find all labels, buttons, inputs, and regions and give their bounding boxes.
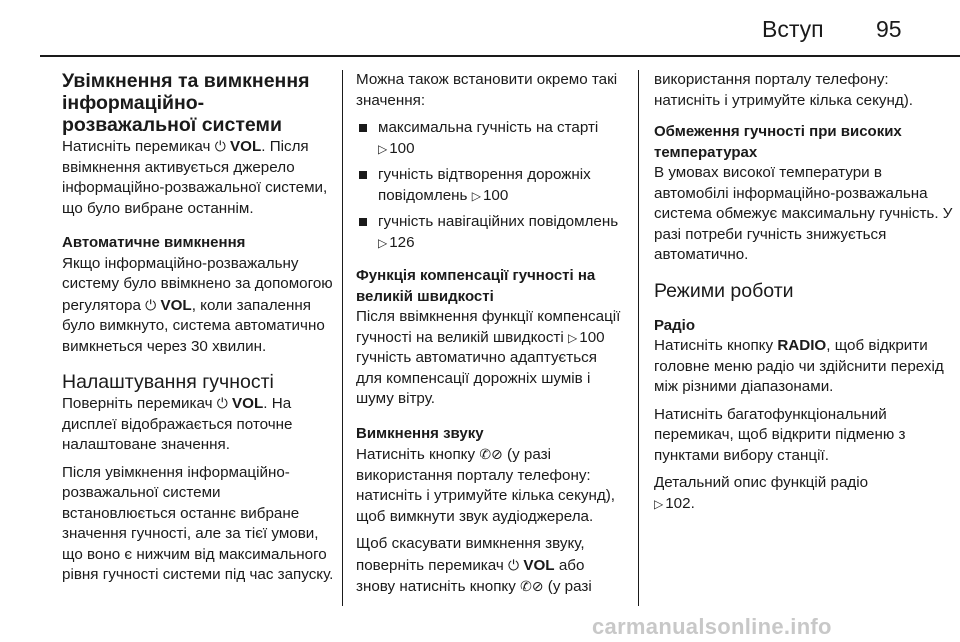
text: максимальна гучність на старті [378,119,599,136]
watermark: carmanualsonline.info [592,614,832,639]
unmute-paragraph [356,534,622,598]
radio-heading: Радіо [654,316,696,334]
text: , щоб відкрити головне меню радіо чи здійснити перехід між різними діапазонами. [654,337,944,395]
phone-mute-icon: ✆⊘ [479,446,503,462]
auto-off-heading: Автоматичне вимкнення [62,234,246,251]
column-divider [342,70,343,606]
modes-heading: Режими роботи [654,279,794,302]
text: . На дисплеї відображається поточне налаштоване значення. [62,395,293,453]
text: Після ввімкнення функції компенсації гучності на великій швидкості [356,308,621,346]
text: Натисніть кнопку [356,446,476,463]
text: Детальний опис функцій радіо [654,474,869,491]
page-reference: 102. [665,494,695,512]
temp-limit-paragraph: В умовах високої температури в автомобілі інформаційно-розважальна система обмежує максимальну гучність. У разі потреби гучність знижується автоматично. [654,164,953,263]
page-reference: 100 [579,328,605,346]
page-reference-triangle-icon: ▷ [378,141,388,156]
column-divider [638,70,639,606]
text: Натисніть перемикач [62,138,211,155]
page-section-title: Вступ [762,16,824,42]
power-knob-icon: ⏻ [216,395,228,411]
list-item [356,165,622,206]
page-reference-triangle-icon: ▷ [378,235,388,250]
text: гучність автоматично адаптується для компенсації дорожніх шумів і шуму вітру. [356,349,597,407]
mute-heading: Вимкнення звуку [356,424,484,442]
header-rule [40,55,960,57]
page-reference-triangle-icon: ▷ [654,496,664,511]
text: гучність навігаційних повідомлень [378,213,619,230]
text: Натисніть кнопку [654,337,774,354]
power-heading: Увімкнення та вимкнення інформаційно-розважальної системи [62,70,310,136]
page-number: 95 [876,16,902,42]
volume-paragraph [62,393,334,456]
radio-paragraph-3 [654,473,954,514]
text: або знову натисніть кнопку [356,556,585,595]
page-reference: 100 [389,139,415,157]
column-3 [654,70,954,514]
text: гучність відтворення дорожніх повідомлень [378,166,591,204]
power-knob-icon: ⏻ [214,138,226,154]
temp-limit-heading: Обмеження гучності при високих температурах [654,123,902,161]
power-knob-icon: ⏻ [145,296,157,313]
speed-comp-paragraph [356,307,622,410]
text: Поверніть перемикач [62,395,213,412]
radio-button-label: RADIO [777,337,827,354]
settings-intro: Можна також встановити окремо такі значення: [356,71,618,109]
power-paragraph [62,136,334,219]
vol-label: VOL [523,556,555,574]
column-2 [356,70,622,598]
volume-heading: Налаштування гучності [62,371,274,393]
settings-list [356,118,622,253]
text: , коли запалення було вимкнуто, система автоматично вимкнеться через 30 хвилин. [62,296,325,355]
text: (у разі використання порталу телефону: натисніть і утримуйте кілька секунд), щоб вимкнути звук аудіоджерела. [356,446,616,525]
vol-label: VOL [160,296,192,314]
vol-label: VOL [230,138,262,155]
text: Щоб скасувати вимкнення звуку, поверніть перемикач [356,535,585,574]
radio-paragraph-2: Натисніть багатофункціональний перемикач, щоб відкрити підменю з пунктами вибору станції. [654,405,906,464]
column-1 [62,70,334,586]
text: . Після ввімкнення активується джерело інформаційно-розважальної системи, що було вибране останнім. [62,138,328,217]
page-header [0,0,960,60]
vol-label: VOL [232,395,264,412]
page-reference: 126 [389,233,415,251]
text: (у разі [547,578,592,595]
auto-off-paragraph [62,254,334,358]
speed-comp-heading: Функція компенсації гучності на великій швидкості [356,267,596,305]
radio-paragraph [654,336,954,398]
phone-mute-icon: ✆⊘ [520,578,544,594]
list-item [356,118,622,159]
page-reference: 100 [482,186,509,204]
continued-paragraph: використання порталу телефону: натисніть і утримуйте кілька секунд). [654,71,914,109]
power-knob-icon: ⏻ [508,556,520,573]
list-item [356,212,622,253]
mute-paragraph [356,444,622,527]
page-reference-triangle-icon: ▷ [471,188,481,203]
volume-paragraph-2: Після увімкнення інформаційно-розважальної системи встановлюється останнє вибране значення гучності, але за тієї умови, що воно є нижчим від максимального рівня гучності системи під час запуску. [62,463,334,583]
page-reference-triangle-icon: ▷ [568,330,578,345]
text: Якщо інформаційно-розважальну систему було ввімкнено за допомогою регулятора [62,254,333,314]
